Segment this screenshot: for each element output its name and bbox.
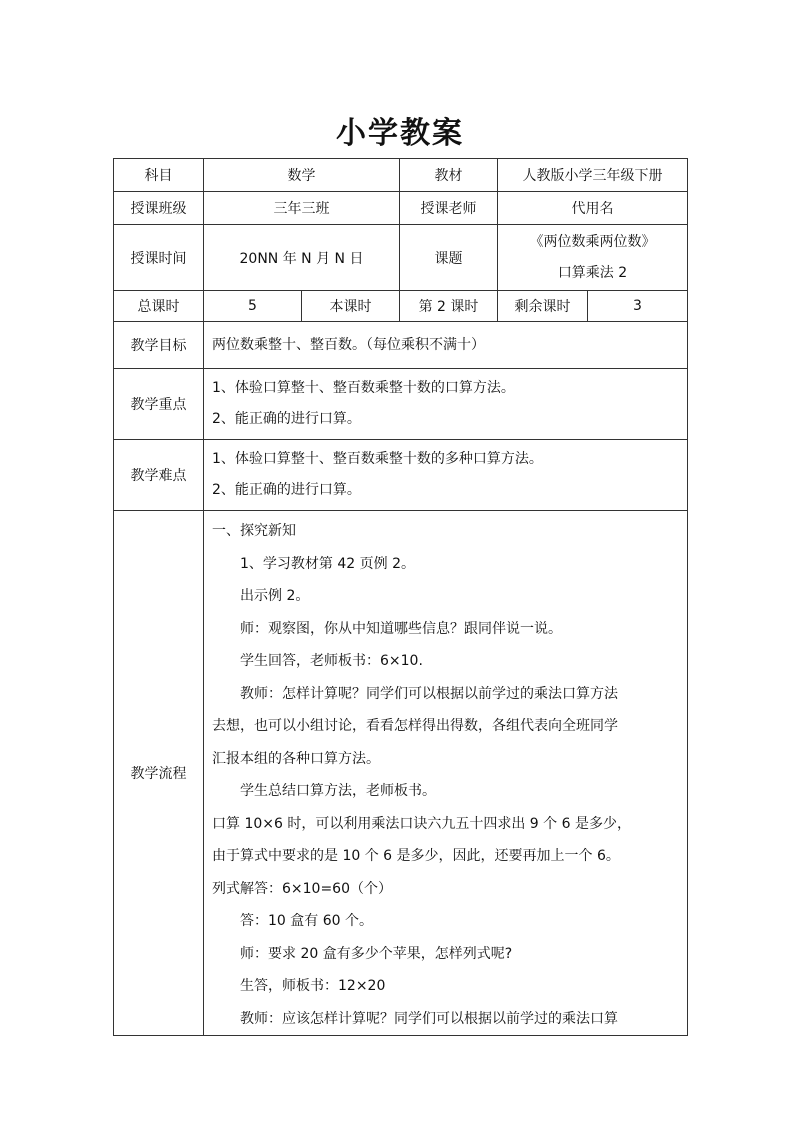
process-line: 答：10 盒有 60 个。 <box>240 913 373 929</box>
teacher-label: 授课老师 <box>400 192 498 225</box>
process-line: 教师：怎样计算呢？同学们可以根据以前学过的乘法口算方法 <box>240 685 618 702</box>
row-key-points <box>114 369 688 440</box>
total-hours-label: 总课时 <box>114 291 204 322</box>
difficulty-line: 2、能正确的进行口算。 <box>212 482 361 498</box>
process-line: 汇报本组的各种口算方法。 <box>212 750 380 767</box>
page-title: 小学教案 <box>336 116 464 151</box>
subject-label: 科目 <box>114 159 204 192</box>
time-value: 20NN 年 N 月 N 日 <box>204 225 400 291</box>
topic-line-2: 口算乘法 2 <box>557 264 628 281</box>
process-text <box>204 511 688 1036</box>
row-difficulties <box>114 440 688 511</box>
subject-value: 数学 <box>204 159 400 192</box>
remaining-hours-label: 剩余课时 <box>498 291 588 322</box>
time-label: 授课时间 <box>114 225 204 291</box>
key-points-label: 教学重点 <box>114 369 204 440</box>
row-process <box>114 511 688 1036</box>
process-line: 由于算式中要求的是 10 个 6 是多少，因此，还要再加上一个 6。 <box>212 848 620 864</box>
process-line: 生答，师板书：12×20 <box>240 978 386 994</box>
topic-value <box>498 225 688 291</box>
topic-label: 课题 <box>400 225 498 291</box>
goal-label: 教学目标 <box>114 322 204 369</box>
process-line: 教师：应该怎样计算呢？同学们可以根据以前学过的乘法口算 <box>240 1010 618 1027</box>
textbook-label: 教材 <box>400 159 498 192</box>
key-points-text <box>204 369 688 440</box>
topic-line-1: 《两位数乘两位数》 <box>529 233 656 250</box>
row-class <box>114 192 688 225</box>
lesson-plan-table <box>113 158 688 1036</box>
difficulties-label: 教学难点 <box>114 440 204 511</box>
goal-text: 两位数乘整十、整百数。（每位乘积不满十） <box>204 322 688 369</box>
process-line: 出示例 2。 <box>240 588 310 604</box>
process-line: 一、探究新知 <box>212 523 296 539</box>
current-hour-label: 本课时 <box>302 291 400 322</box>
remaining-hours-value: 3 <box>588 291 688 322</box>
row-goal <box>114 322 688 369</box>
current-hour-value: 第 2 课时 <box>400 291 498 322</box>
process-line: 师：要求 20 盒有多少个苹果，怎样列式呢? <box>240 945 513 962</box>
row-time <box>114 225 688 291</box>
row-hours <box>114 291 688 322</box>
process-line: 去想，也可以小组讨论，看看怎样得出得数，各组代表向全班同学 <box>212 718 618 734</box>
process-label: 教学流程 <box>114 511 204 1036</box>
key-point-line: 2、能正确的进行口算。 <box>212 411 361 427</box>
process-line: 师：观察图，你从中知道哪些信息？跟同伴说一说。 <box>240 620 562 637</box>
textbook-value: 人教版小学三年级下册 <box>498 159 688 192</box>
teacher-value: 代用名 <box>498 192 688 225</box>
key-point-line: 1、体验口算整十、整百数乘整十数的口算方法。 <box>212 380 515 396</box>
process-line: 学生总结口算方法，老师板书。 <box>240 783 436 799</box>
class-label: 授课班级 <box>114 192 204 225</box>
process-line: 1、学习教材第 42 页例 2。 <box>240 555 415 572</box>
process-line: 口算 10×6 时，可以利用乘法口诀六九五十四求出 9 个 6 是多少， <box>212 815 631 832</box>
row-subject <box>114 159 688 192</box>
process-line: 列式解答：6×10=60（个） <box>212 880 392 897</box>
process-line: 学生回答，老师板书：6×10. <box>240 653 423 669</box>
difficulty-line: 1、体验口算整十、整百数乘整十数的多种口算方法。 <box>212 451 543 467</box>
total-hours-value: 5 <box>204 291 302 322</box>
difficulties-text <box>204 440 688 511</box>
class-value: 三年三班 <box>204 192 400 225</box>
